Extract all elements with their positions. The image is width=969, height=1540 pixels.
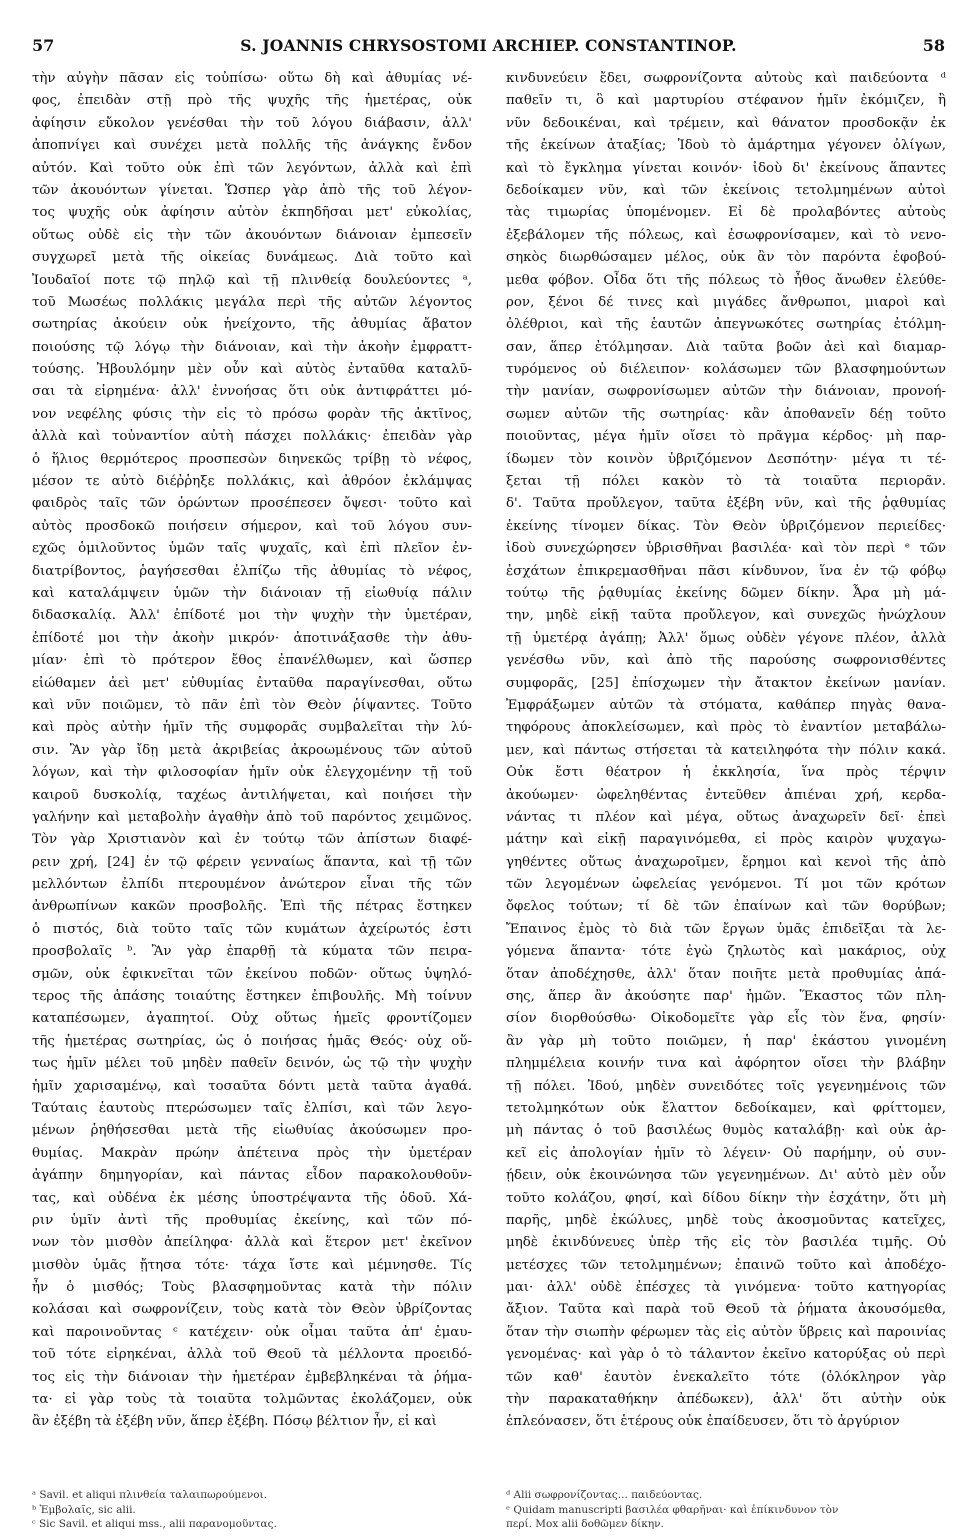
text-line: νων τὸν μισθὸν ἀπείληφα· ἀλλὰ καὶ ἕτερον μετ' ἐκεῖνον xyxy=(32,1235,472,1251)
footnote: περί. Mox alii δοθῶμεν δίκην. xyxy=(506,1518,664,1530)
text-line: φος, ἐπειδὰν στῇ πρὸ τῆς ψυχῆς τῆς ἡμετέρας, οὐκ xyxy=(32,93,472,109)
text-line: τετολμηκότων οὐκ ἔλαττον δεδοίκαμεν, καὶ φρίττομεν, xyxy=(506,1100,946,1116)
text-line: ἐξεβάλομεν τῆς πόλεως, καὶ ἐσωφρονίσαμεν, καὶ τὸ νενο- xyxy=(506,227,946,243)
text-line: ῄδειν, οὐκ ἐκοινώνησα τῶν γεγενημένων. Δι' αὐτὸ μὲν οὖν xyxy=(506,1168,946,1184)
text-line: ποιούσης τῷ λόγῳ τὴν διάνοιαν, καὶ τὴν ἀκοὴν ἐμφραττ- xyxy=(32,339,472,355)
text-line: νάντας τι πλέον καὶ μέγα, οὕτως ἀναχωρεῖν δεῖ· ἐπεὶ xyxy=(506,809,946,825)
text-line: τῇ πόλει. Ἰδού, μηδὲν συνειδότες τοῖς γεγενημένοις τῶν xyxy=(506,1078,946,1094)
text-line: ρειν χρή, [24] ἐν τῷ φέρειν γενναίως ἅπαντα, καὶ τῇ τῶν xyxy=(32,854,472,870)
text-line: σμῶν, οὐκ ἐφικνεῖται τῶν ἐκείνου ποδῶν· οὕτως ὑψηλό- xyxy=(32,966,472,982)
text-line: μετέσχες τῶν τετολμημένων; ἐπαινῶ τοῦτο καὶ ἀποδέχο- xyxy=(506,1257,946,1273)
page-header xyxy=(32,36,945,56)
text-line: μεν, καὶ πάντως στήσεται τὰ κατειληφότα τὴν πόλιν κακά. xyxy=(506,742,946,758)
footnote: ᶜ Sic Savil. et aliqui mss., alii παρανομοῦντας. xyxy=(32,1518,277,1530)
text-line: καὶ παροινοῦντας ᶜ κατέχειν· οὐκ οἶμαι ταῦτα ἀπ' ἐμαυ- xyxy=(32,1324,472,1340)
text-line: ὁ ἥλιος θερμότερος προσπεσὼν διηνεκῶς τρίβῃ τὸ νέφος, xyxy=(32,451,472,467)
text-line: καταπέσωμεν, ἀγαπητοί. Οὐχ οὕτως ἡμεῖς φροντίζομεν xyxy=(32,1011,472,1027)
text-line: αὐτὸς προσδοκῶ ποιήσειν σήμερον, καὶ τοῦ λόγου συν- xyxy=(32,518,472,534)
text-line: μαι· ἀλλ' οὐδὲ ἐπέσχες τὰ γινόμενα· τοῦτο κατηγορίας xyxy=(506,1280,946,1296)
text-line: τούτῳ τῆς ῥᾳθυμίας ἐκείνης δῶμεν δίκην. Ἆρα μὴ μά- xyxy=(506,585,946,601)
text-line: τυρόμενος οὐ διέλειπον· κολάσωμεν τῶν βλασφημούντων xyxy=(506,362,946,378)
text-line: σιν. Ἂν γὰρ ἴδῃ μετὰ ἀκριβείας ἀκροωμένους τῶν αὐτοῦ xyxy=(32,742,472,758)
text-line: Ἰουδαῖοί ποτε τῷ πηλῷ καὶ τῇ πλινθείᾳ δουλεύοντες ᵃ, xyxy=(32,272,472,288)
text-line: διατρίβοντος, ῥαγήσεσθαι ἐλπίζω τῆς ἀθυμίας τὸ νέφος, xyxy=(32,563,472,579)
text-line: ὅταν ἀποδέχησθε, ἀλλ' ὅταν ποιῆτε μετὰ προθυμίας ἁπά- xyxy=(506,966,946,982)
text-line: καὶ καταλάμψειν ὑμῶν τὴν διάνοιαν τῇ εἰωθυίᾳ πάλιν xyxy=(32,585,472,601)
text-line: σηκὸς διωρθώσαμεν μέλος, οὐκ ἂν τὸν παρόντα ἐφοβού- xyxy=(506,250,946,266)
text-line: δεδοίκαμεν νῦν, καὶ τῶν ἐκείνοις τετολμημένων αὐτοὶ xyxy=(506,182,946,198)
text-line: τὴν παρακαταθήκην ἀπέδωκεν), ἀλλ' ὅτι αὐτὴν οὐκ xyxy=(506,1392,946,1408)
text-line: ριν ὑμῖν ἀντὶ τῆς προθυμίας ἐκείνης, καὶ τῶν πό- xyxy=(32,1212,472,1228)
text-line: νον νεφέλης φύσις τὴν εἰς τὸ πρόσω φορὰν τῆς ἀκτῖνος, xyxy=(32,406,472,422)
text-line: Ἔπαινος ἐμὸς τὸ διὰ τῶν ἔργων ὑμᾶς ἐπιδεῖξαι τὰ λε- xyxy=(506,921,946,937)
text-line: νῦν δεδοικέναι, καὶ τρέμειν, καὶ θάνατον προσδοκᾷν ἐκ xyxy=(506,115,946,131)
text-line: εἰώθαμεν ἀεὶ μετ' εὐθυμίας ἐνταῦθα παραγίνεσθαι, οὕτω xyxy=(32,675,472,691)
text-line: σίον διορθούσθω· Οἰκοδομεῖτε γὰρ εἷς τὸν ἕνα, φησίν· xyxy=(506,1011,946,1027)
right-page-number: 58 xyxy=(922,36,945,55)
text-line: τοῦτο κολάζου, φησί, καὶ δίδου δίκην τὴν ἐσχάτην, ὅτι μὴ xyxy=(506,1190,946,1206)
text-line: μέσον τε αὐτὸ διέῤῥηξε πολλάκις, καὶ ἀθρόον ἐκλάμψας xyxy=(32,474,472,490)
text-line: κινδυνεύειν ἔδει, σωφρονίζοντα αὐτοὺς καὶ παιδεύοντα ᵈ xyxy=(506,71,946,86)
text-line: τοῦ Μωσέως πολλάκις μεγάλα περὶ τῆς αὐτῶν λέγοντος xyxy=(32,294,472,310)
text-line: ρον, ξένοι δέ τινες καὶ μιγάδες ἄνθρωποι, μιαροὶ καὶ xyxy=(506,294,946,310)
text-line: γενομένας· καὶ γὰρ ὁ τὸ τάλαντον ἐκεῖνο κατορύξας οὐ περὶ xyxy=(506,1347,946,1363)
text-line: τῶν καθ' ἑαυτὸν ἐνεκαλεῖτο τότε (ὁλόκληρον γὰρ xyxy=(506,1369,946,1385)
text-line: δ'. Ταῦτα προὔλεγον, ταῦτα ἐξέβη νῦν, καὶ τῆς ῥᾳθυμίας xyxy=(506,496,946,512)
text-line: ἐπλεόνασεν, ὅτι ἑτέρους οὐκ ἐπαίδευσεν, ὅτι τὸ ἀργύριον xyxy=(506,1414,900,1430)
text-line: ὄφελος τούτων; τί δὲ τῶν ἐπαίνων καὶ τῶν θορύβων; xyxy=(506,899,946,915)
text-line: ἀλλὰ καὶ τοὐναντίον αὐτὴ πάσχει πολλάκις· ἐπειδὰν γὰρ xyxy=(32,429,472,445)
text-line: οὕτως οὐδὲ εἰς τὴν τῶν ἀκουόντων διάνοιαν ἐμπεσεῖν xyxy=(32,227,472,243)
text-line: ἰδοὺ συνεχώρησεν ὑβρισθῆναι βασιλέα· καὶ τὸν περὶ ᵉ τῶν xyxy=(506,541,946,557)
text-line: εχῶς ὁμιλοῦντος ὑμῶν ταῖς ψυχαῖς, καὶ ἐπὶ πλεῖον ἐν- xyxy=(32,541,472,557)
text-line: τῶν λεγομένων ὠφελείας γενόμενοι. Τί μοι τῶν κρότων xyxy=(506,877,946,893)
text-line: Τὸν γὰρ Χριστιανὸν καὶ ἐν τούτῳ τῶν ἀπίστων διαφέ- xyxy=(32,832,472,848)
text-line: κολάσαι καὶ σωφρονίζειν, τοὺς κατὰ τὸν Θεὸν ὑβρίζοντας xyxy=(32,1302,472,1318)
text-line: αὐτόν. Καὶ τοῦτο οὐκ ἐπὶ τῶν λεγόντων, ἀλλὰ καὶ ἐπὶ xyxy=(32,160,472,176)
text-line: γενέσθω νῦν, καὶ ἀπὸ τῆς παρούσης σωφρονισθέντες xyxy=(506,653,946,669)
text-line: τῶν ἀκουόντων γίνεται. Ὥσπερ γὰρ ἀπὸ τῆς τοῦ λέγον- xyxy=(32,182,472,198)
text-line: σης, ἅπερ ἂν ἀκούσητε παρ' ἡμῶν. Ἕκαστος τῶν πλη- xyxy=(506,989,946,1005)
text-line: συγχωρεῖ μετὰ τῆς οἰκείας δυνάμεως. Διὰ τοῦτο καὶ xyxy=(32,250,472,266)
text-line: συμφορᾶς, [25] ἐπίσχωμεν τὴν ἄτακτον ἐκείνων μανίαν. xyxy=(506,675,946,691)
text-line: παθεῖν τι, ὃ καὶ μαρτυρίου στέφανον ἡμῖν ἐκόμιζεν, ἢ xyxy=(506,93,946,109)
text-line: τερος τῆς ἁπάσης τοιαύτης ἕστηκεν ἐπιβουλῆς. Μὴ τοίνυν xyxy=(32,989,472,1005)
footnote: ᵈ Alii σωφρονίζοντας... παιδεύοντας. xyxy=(506,1489,703,1501)
footnote: ᵇ Ἐμβολαῖς, sic alii. xyxy=(32,1503,136,1516)
text-line: μεθα φόβον. Οἶδα ὅτι τῆς πόλεως τὸ ἦθος ἄνωθεν ἐλεύθε- xyxy=(506,272,946,288)
running-title: S. JOANNIS CHRYSOSTOMI ARCHIEP. CONSTANTINOP. xyxy=(240,36,737,55)
text-line: καὶ νῦν ποιῶμεν, τὸ πᾶν ἐπὶ τὸν Θεὸν ῥίψαντες. Τοῦτο xyxy=(32,697,472,713)
text-line: ἡμῖν χαρισαμένῳ, καὶ τοσαῦτα δόντι μετὰ ταῦτα ἀγαθά. xyxy=(32,1078,472,1094)
text-line: τα· εἰ γὰρ τοὺς τὰ τοιαῦτα τολμῶντας ἐκολάζομεν, οὐκ xyxy=(32,1392,472,1408)
text-line: τῆς ἡμετέρας σωτηρίας, ὡς ὁ ποιήσας ἡμᾶς Θεός· οὐχ οὕ- xyxy=(32,1033,472,1049)
text-line: ίδωμεν τὸν κοινὸν ὑβριζόμενον Δεσπότην· μέγα τι τέ- xyxy=(506,451,946,467)
text-line: διδασκαλίᾳ. Ἀλλ' ἐπίδοτέ μοι τὴν ψυχὴν τὴν ὑμετέραν, xyxy=(32,608,472,624)
text-line: κεῖ εἰς ἀπολογίαν ἡμῖν τὸ λέγειν· Οὐ παρήμην, οὐ συν- xyxy=(506,1145,946,1161)
text-line: λόγων, καὶ τὴν φιλοσοφίαν ἡμῖν οὐκ ἐλεγχομένην τῇ τοῦ xyxy=(32,765,472,781)
text-line: τῇ ὑμετέρᾳ ἀγάπῃ; Ἀλλ' ὅμως οὐδὲν γέγονε πλέον, ἀλλὰ xyxy=(506,630,946,646)
text-line: ἐπίδοτέ μοι τὴν ἀκοὴν μικρόν· ἀποτινάξασθε τὴν ἀθυ- xyxy=(32,630,472,646)
text-line: ἀφίησιν εὔκολον γενέσθαι τὴν τοῦ λόγου διάβασιν, ἀλλ' xyxy=(32,115,472,131)
text-line: την, μηδὲ εἰκῇ ταῦτα προὔλεγον, καὶ συνεχῶς ἠνώχλουν xyxy=(506,608,946,624)
text-line: πλημμέλεια κοινήν τινα καὶ ἀφόρητον οἴσει τὴν βλάβην xyxy=(506,1056,946,1072)
text-line: τος εἰς τὴν διάνοιαν τὴν ἡμετέραν ἐμβεβληκέναι τὰ ῥήμα- xyxy=(32,1369,472,1385)
text-line: ποιοῦντας, μέγα ἡμῖν οἴσει τὸ πρᾶγμα κέρδος· μὴ παρ- xyxy=(506,429,946,445)
text-line: τως ἡμῖν μέλει τοῦ μηδὲν παθεῖν δεινόν, ὡς τῷ τὴν ψυχὴν xyxy=(32,1056,472,1072)
text-line: σαι τὰ εἰρημένα· ἀλλ' ἐννοήσας ὅτι οὐκ ἀντιφράττει μό- xyxy=(32,384,472,400)
left-footnotes xyxy=(32,1488,472,1532)
text-line: θυμίας. Μακρὰν πρώην ἀπέτεινα πρὸς τὴν ὑμετέραν xyxy=(32,1145,472,1161)
text-line: σωμεν αὐτῶν τῆς σωτηρίας· κἂν ἀποθανεῖν δέῃ τοῦτο xyxy=(506,406,946,422)
text-line: ἀκούωμεν· ὠφεληθέντας ἐντεῦθεν ἀπιέναι χρή, κερδα- xyxy=(506,787,946,803)
text-line: σαν, ἅπερ ἐτόλμησαν. Διὰ ταῦτα βοῶν ἀεὶ καὶ διαμαρ- xyxy=(506,339,946,355)
text-line: μίαν· ἐπὶ τὸ πρότερον ἔθος ἐπανέλθωμεν, καὶ ὥσπερ xyxy=(32,653,472,669)
text-line: ἐσχάτων ἐπικρεμασθῆναι πᾶσι κίνδυνον, ἵνα ἐν τῷ φόβῳ xyxy=(506,563,946,579)
right-text-column xyxy=(506,68,946,1434)
text-line: μάτην καὶ εἰκῇ παραγινόμεθα, εἰ πρὸς καιρὸν ψυχαγω- xyxy=(506,832,946,848)
text-line: τὰς τιμωρίας ὑπομένομεν. Εἰ δὲ προλαβόντες αὐτοὺς xyxy=(506,205,946,221)
text-line: μελλόντων ἐλπίδι πτερουμένον ἀνώτερον εἶναι τῆς τῶν xyxy=(32,877,472,893)
text-line: καιροῦ δυσκολίᾳ, ταχέως ἀντιλήψεται, καὶ ποιήσει τὴν xyxy=(32,787,472,803)
text-line: Ἐμφράξωμεν αὐτῶν τὰ στόματα, καθάπερ πηγὰς θανα- xyxy=(506,697,946,713)
text-line: σωτηρίας ἀκούειν οὐκ ἠνείχοντο, τῆς ἀθυμίας ἄβατον xyxy=(32,317,472,333)
footnote: ᵃ Savil. et aliqui πλινθεία ταλαιπωρούμενοι. xyxy=(32,1489,267,1501)
text-line: μὴ πάντας ὁ τοῦ βασιλέως θυμὸς καταλάβῃ· καὶ οὐκ ἀρ- xyxy=(506,1123,946,1139)
text-line: παρῆς, μηδὲ ἐκώλυες, μηδὲ τοὺς ἀκοσμοῦντας κατεῖχες, xyxy=(506,1212,946,1228)
text-line: ἂν ἐξέβη τὰ ἐξέβη νῦν, ἅπερ ἐξέβη. Πόσῳ βέλτιον ἦν, εἰ καὶ xyxy=(32,1414,437,1430)
text-line: γαλήνην καὶ μεταβολὴν ἀγαθὴν ἀπὸ τοῦ παρόντος χειμῶνος. xyxy=(32,809,472,825)
left-page-number: 57 xyxy=(32,36,55,55)
text-line: φαιδρὸς ταῖς τῶν ὁρώντων προσέπεσεν ὄψεσι· τοῦτο καὶ xyxy=(32,496,472,512)
text-line: ἄξιον. Ταῦτα καὶ παρὰ τοῦ Θεοῦ τὰ ῥήματα ἀκουσόμεθα, xyxy=(506,1302,946,1318)
text-line: τοῦ τότε εἰρηκέναι, ἀλλὰ τοῦ Θεοῦ τὰ μέλλοντα προειδό- xyxy=(32,1347,472,1363)
text-line: γηθέντες οὕτως ἀναχωροῖμεν, ἔρημοι καὶ κενοὶ τῆς ἀπὸ xyxy=(506,854,946,870)
text-line: Οὐκ ἔστι θέατρον ἡ ἐκκλησία, ἵνα πρὸς τέρψιν xyxy=(506,765,946,781)
text-line: καὶ τὸ ἔγκλημα γίνεται κοινόν· ἰδοὺ δι' ἐκείνους ἅπαντες xyxy=(506,160,946,176)
text-line: μένων ῥηθήσεσθαι μετὰ τῆς εἰωθυίας ἀκούσωμεν προ- xyxy=(32,1123,472,1139)
text-line: ὅταν τὴν σιωπὴν φέρωμεν τὰς εἰς αὐτὸν ὕβρεις καὶ παροινίας xyxy=(506,1324,946,1340)
text-line: ἀποπνίγει καὶ συνέχει μετὰ πολλῆς τῆς ἀνάγκης ἔνδον xyxy=(32,138,472,154)
left-text-column xyxy=(32,68,472,1434)
text-line: ἦν ὁ μισθός; Τοὺς βλασφημοῦντας κατὰ τὴν πόλιν xyxy=(32,1280,472,1296)
text-line: μηδὲ ἐκινδύνευες ὑπὲρ τῆς εἰς τὸν βασιλέα τιμῆς. Οὐ xyxy=(506,1235,946,1251)
text-line: τούσης. Ἠβουλόμην μὲν οὖν καὶ αὐτὸς ἐνταῦθα καταλῦ- xyxy=(32,362,472,378)
text-line: ἀνθρωπίνων κακῶν προσβολῆς. Ἐπὶ τῆς πέτρας ἕστηκεν xyxy=(32,899,472,915)
text-line: Ταύταις ἑαυτοὺς πτερώσωμεν ταῖς ἐλπίσι, καὶ τῶν λεγο- xyxy=(32,1100,472,1116)
text-line: ξεται τῇ πόλει κακὸν τὸ τὰ τοιαῦτα περιορᾶν. xyxy=(506,474,946,490)
text-line: καὶ πρὸς αὐτὴν ἡμῖν τῆς συμφορᾶς συμβαλεῖται τὴν λύ- xyxy=(32,720,472,736)
right-footnotes xyxy=(506,1488,946,1532)
text-line: τηφόρους ἀποκλείσωμεν, καὶ πρὸς τὸ ἐναντίον μεταβάλω- xyxy=(506,720,946,736)
text-line: ἂν γὰρ μὴ τοῦτο ποιῶμεν, ἡ παρ' ἑκάστου γινομένη xyxy=(506,1033,946,1049)
text-line: τῆς ἐκείνων ἀταξίας; Ἰδοὺ τὸ ἁμάρτημα γέγονεν ὀλίγων, xyxy=(506,138,946,154)
text-line: τας, καὶ οὐδένα ἐκ μέσης ὑποστρέψαντα τῆς ὁδοῦ. Χά- xyxy=(32,1190,472,1206)
text-line: ὁ πιστός, διὰ τοῦτο ταῖς τῶν κυμάτων ἀχείρωτός ἐστι xyxy=(32,921,472,937)
text-line: γόμενα ἅπαντα· τότε ἐγὼ ζηλωτὸς καὶ μακάριος, οὐχ xyxy=(506,944,946,960)
text-line: τὴν αὐγὴν πᾶσαν εἰς τοὐπίσω· οὕτω δὴ καὶ ἀθυμίας νέ- xyxy=(32,71,472,86)
text-line: τος ψυχῆς οὐκ ἀφίησιν αὐτὸν ἐκπηδῆσαι μετ' εὐκολίας, xyxy=(32,205,472,221)
text-line: ὀλέθριοι, καὶ τῆς ἑαυτῶν ἀπεγνωκότες σωτηρίας ἐτόλμη- xyxy=(506,317,946,333)
footnote: ᵉ Quidam manuscripti βασιλέα φθαρῆναι· καὶ ἐπίκινδυνον τὸν xyxy=(506,1503,839,1516)
text-line: μισθὸν ὑμᾶς ᾔτησα τότε· τάχα ἴστε καὶ μέμνησθε. Τίς xyxy=(32,1257,472,1273)
text-line: ἐκείνης τίνομεν δίκας. Τὸν Θεὸν ὑβριζόμενον περιείδες· xyxy=(506,518,946,534)
text-line: τὴν μανίαν, σωφρονίσωμεν αὐτῶν τὴν διάνοιαν, προνοή- xyxy=(506,384,946,400)
text-line: προσβολαῖς ᵇ. Ἂν γὰρ ἐπαρθῇ τὰ κύματα τῶν πειρα- xyxy=(32,944,472,960)
text-line: ἀγάπην δημηγορίαν, καὶ πάντας εἶδον παρακολουθοῦν- xyxy=(32,1168,472,1184)
